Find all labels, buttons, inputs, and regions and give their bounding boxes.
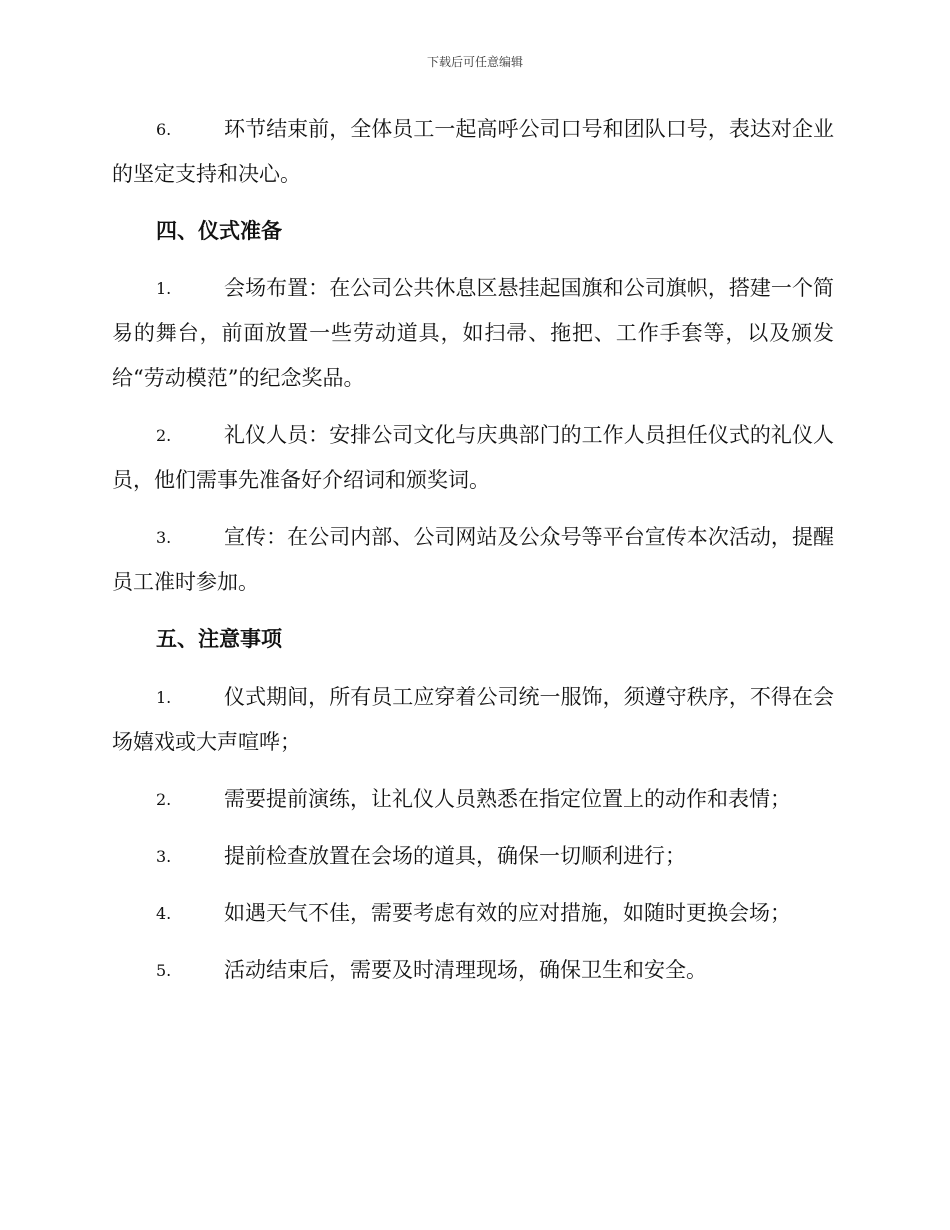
list-item (112, 515, 834, 605)
item-text: 仪式期间，所有员工应穿着公司统一服饰，须遵守秩序，不得在会场嬉戏或大声喧哗； (112, 685, 834, 754)
item-text: 宣传：在公司内部、公司网站及公众号等平台宣传本次活动，提醒员工准时参加。 (112, 525, 834, 594)
item-text: 环节结束前，全体员工一起高呼公司口号和团队口号，表达对企业的坚定支持和决心。 (112, 117, 834, 186)
item-number: 1. (156, 279, 172, 298)
item-number: 4. (156, 904, 172, 923)
item-text: 礼仪人员：安排公司文化与庆典部门的工作人员担任仪式的礼仪人员，他们需事先准备好介绍词和颁奖词。 (112, 423, 834, 492)
list-item (112, 834, 834, 879)
item-number: 3. (156, 847, 172, 866)
list-item (112, 948, 834, 993)
item-number: 3. (156, 528, 172, 547)
list-item (112, 107, 834, 197)
list-item (112, 413, 834, 503)
item-text: 需要提前演练，让礼仪人员熟悉在指定位置上的动作和表情； (224, 787, 791, 811)
item-text: 如遇天气不佳，需要考虑有效的应对措施，如随时更换会场； (224, 901, 791, 925)
section-heading-preparation: 四、仪式准备 (156, 219, 282, 243)
list-item (112, 777, 834, 822)
item-number: 2. (156, 790, 172, 809)
list-item (112, 266, 834, 401)
item-text: 活动结束后，需要及时清理现场，确保卫生和安全。 (224, 958, 707, 982)
item-text: 提前检查放置在会场的道具，确保一切顺利进行； (224, 844, 686, 868)
item-number: 6. (156, 120, 172, 139)
item-text: 会场布置：在公司公共休息区悬挂起国旗和公司旗帜，搭建一个简易的舞台，前面放置一些劳动道具，如扫帚、拖把、工作手套等，以及颁发给“劳动模范”的纪念奖品。 (112, 276, 834, 390)
page-header: 下载后可任意编辑 (426, 55, 523, 69)
list-item (112, 675, 834, 765)
item-number: 1. (156, 688, 172, 707)
list-item (112, 891, 834, 936)
item-number: 2. (156, 426, 172, 445)
section-heading-notes: 五、注意事项 (156, 627, 282, 651)
item-number: 5. (156, 961, 172, 980)
